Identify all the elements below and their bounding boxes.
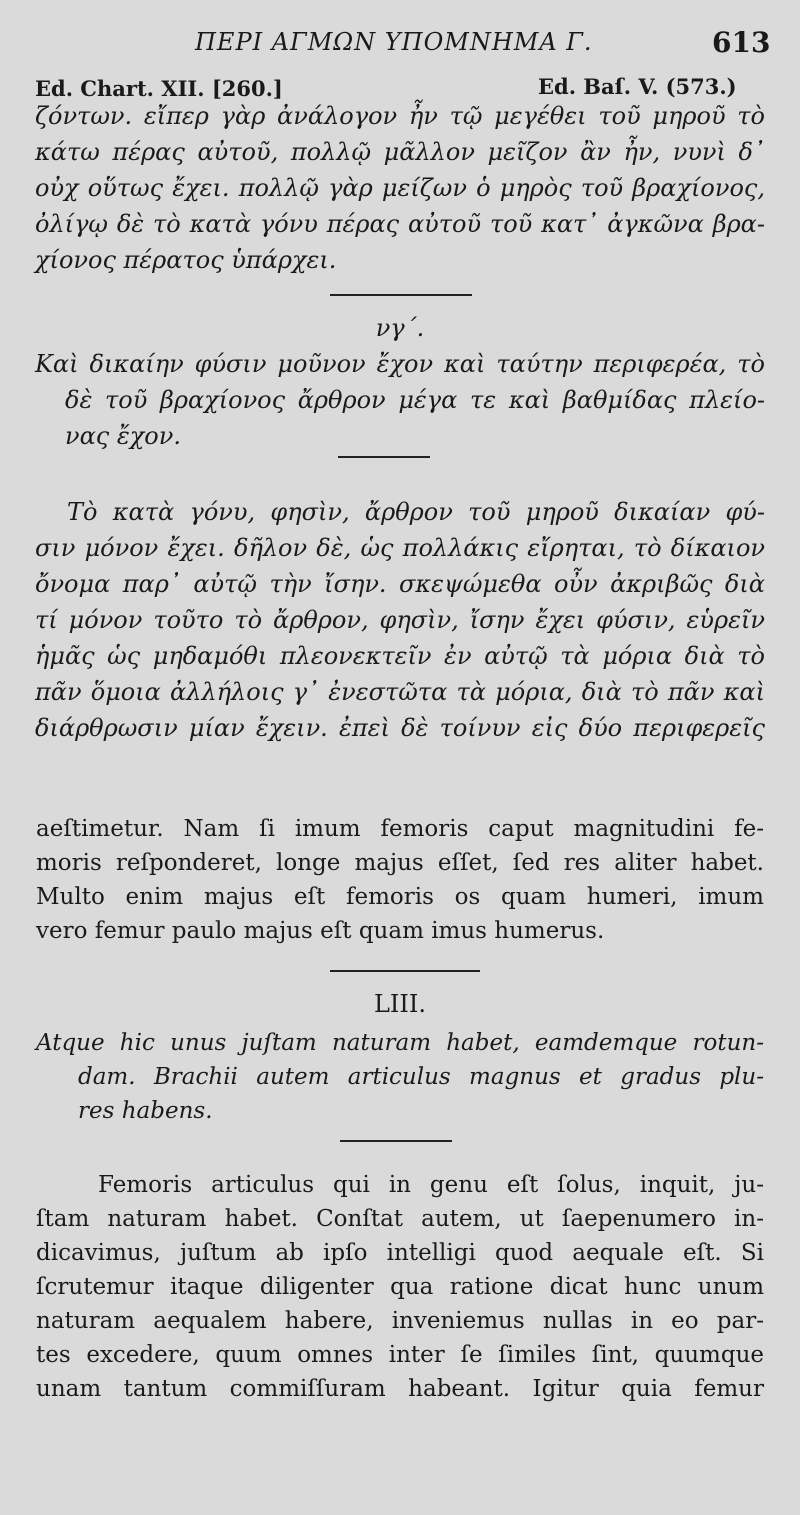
edition-reference-chartier: Ed. Chart. XII. [260.]	[35, 76, 283, 101]
greek-lemma	[35, 346, 765, 454]
latin-lemma	[36, 1026, 764, 1128]
text-line: τί μόνον τοῦτο τὸ ἄρθρον, φησὶν, ἴσην ἔχει φύσιν, εὑρεῖν	[35, 606, 765, 634]
text-line: σιν μόνον ἔχει. δῆλον δὲ, ὡς πολλάκις εἴρηται, τὸ δίκαιον	[35, 534, 765, 562]
text-line: ſcrutemur itaque diligenter qua ratione dicat hunc unum	[36, 1274, 764, 1300]
text-line: dam. Brachii autem articulus magnus et gradus plu-	[78, 1064, 764, 1090]
section-divider	[330, 970, 480, 972]
running-header-title: ΠΕΡΙ ΑΓΜΩΝ ΥΠΟΜΝΗΜΑ Γ.	[195, 28, 593, 56]
text-line: διάρθρωσιν μίαν ἔχειν. ἐπεὶ δὲ τοίνυν εἰς δύο περιφερεῖς	[35, 714, 765, 742]
latin-paragraph-continuation	[36, 812, 764, 948]
greek-section-number: νγ΄.	[375, 314, 425, 342]
text-line: ſtam naturam habet. Conſtat autem, ut ſaepenumero in-	[36, 1206, 764, 1232]
text-line: aeſtimetur. Nam ſi imum femoris caput magnitudini fe-	[36, 816, 764, 842]
text-line: ἡμᾶς ὡς μηδαμόθι πλεονεκτεῖν ἐν αὐτῷ τὰ μόρια διὰ τὸ	[35, 642, 765, 670]
text-line: res habens.	[78, 1098, 213, 1124]
text-line: νας ἔχον.	[65, 422, 181, 450]
section-divider	[340, 1140, 452, 1142]
greek-paragraph-continuation	[35, 98, 765, 278]
edition-reference-basel: Ed. Baſ. V. (573.)	[538, 74, 737, 99]
latin-commentary-paragraph	[36, 1168, 764, 1406]
text-line: naturam aequalem habere, inveniemus nullas in eo par-	[36, 1308, 764, 1334]
text-line: ὀλίγῳ δὲ τὸ κατὰ γόνυ πέρας αὐτοῦ τοῦ κατ᾽ ἀγκῶνα βρα-	[35, 210, 765, 238]
text-line: ζόντων. εἴπερ γὰρ ἀνάλογον ἦν τῷ μεγέθει τοῦ μηροῦ τὸ	[35, 102, 765, 130]
text-line: Atque hic unus juſtam naturam habet, eamdemque rotun-	[36, 1030, 764, 1056]
text-line: Καὶ δικαίην φύσιν μοῦνον ἔχον καὶ ταύτην περιφερέα, τὸ	[35, 350, 765, 378]
section-divider	[330, 294, 472, 296]
text-line: dicavimus, juſtum ab ipſo intelligi quod aequale eſt. Si	[36, 1240, 764, 1266]
text-line: Multo enim majus eſt femoris os quam humeri, imum	[36, 884, 764, 910]
text-line: πᾶν ὅμοια ἀλλήλοις γ᾽ ἐνεστῶτα τὰ μόρια, διὰ τὸ πᾶν καὶ	[35, 678, 765, 706]
text-line: χίονος πέρατος ὑπάρχει.	[35, 246, 337, 274]
text-line: ὄνομα παρ᾽ αὐτῷ τὴν ἴσην. σκεψώμεθα οὖν ἀκριβῶς διὰ	[35, 570, 765, 598]
text-line: vero femur paulo majus eſt quam imus humerus.	[36, 918, 605, 944]
text-line: οὐχ οὕτως ἔχει. πολλῷ γὰρ μείζων ὁ μηρὸς τοῦ βραχίονος,	[35, 174, 765, 202]
text-line: δὲ τοῦ βραχίονος ἄρθρον μέγα τε καὶ βαθμίδας πλείο-	[65, 386, 765, 414]
text-line: Τὸ κατὰ γόνυ, φησὶν, ἄρθρον τοῦ μηροῦ δικαίαν φύ-	[67, 498, 765, 526]
page-number: 613	[712, 26, 771, 59]
greek-commentary-paragraph	[35, 494, 765, 746]
text-line: unam tantum commiſſuram habeant. Igitur quia femur	[36, 1376, 764, 1402]
text-line: Femoris articulus qui in genu eſt ſolus, inquit, ju-	[98, 1172, 764, 1198]
section-divider	[338, 456, 430, 458]
text-line: κάτω πέρας αὐτοῦ, πολλῷ μᾶλλον μεῖζον ἂν ἦν, νυνὶ δ᾽	[35, 138, 765, 166]
latin-section-number: LIII.	[373, 990, 426, 1018]
text-line: moris reſponderet, longe majus eſſet, ſed res aliter habet.	[36, 850, 764, 876]
text-line: tes excedere, quum omnes inter ſe ſimiles ſint, quumque	[36, 1342, 764, 1368]
